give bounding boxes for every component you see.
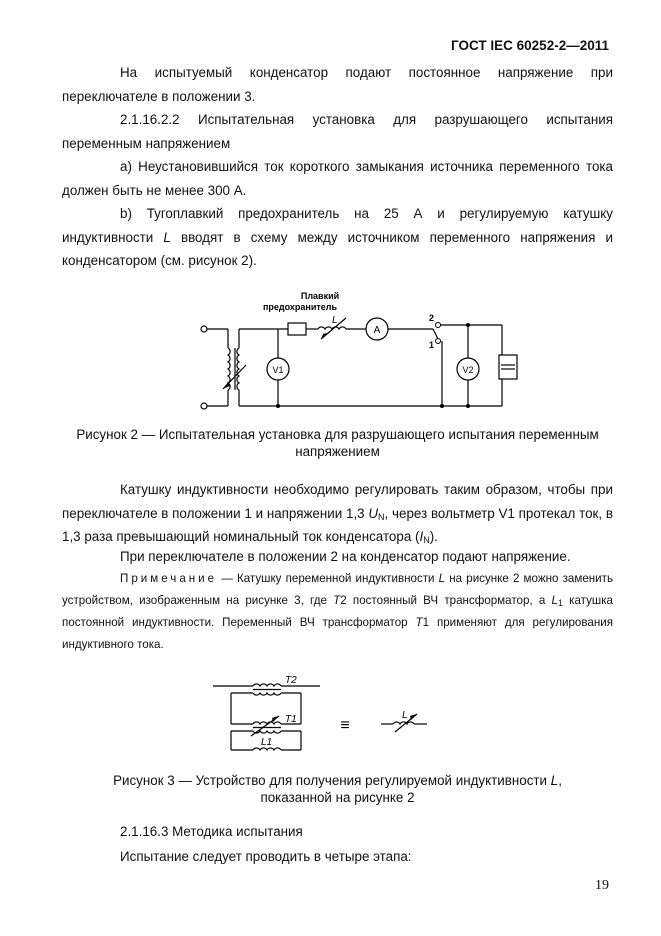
figure-2-caption-line1: Рисунок 2 — Испытательная установка для разрушающего испытания переменным bbox=[76, 427, 599, 442]
equivalent-symbol: ≡ bbox=[340, 717, 350, 734]
figure-3-inductance-device bbox=[205, 672, 455, 757]
figure-2-caption-line2: напряжением bbox=[295, 444, 380, 459]
page-number: 19 bbox=[595, 878, 609, 893]
paragraph-item-b: b) Тугоплавкий предохранитель на 25 А и регулируемую катушку индуктивности L вводят в схему между источником переменного напряжения и конденсатором (см. рисунок 2). bbox=[62, 206, 613, 268]
voltmeter1-label: V1 bbox=[272, 365, 284, 375]
voltmeter2-label: V2 bbox=[462, 365, 474, 375]
document-header: ГОСТ IEC 60252-2—2011 bbox=[451, 38, 609, 53]
inductor-label: L bbox=[332, 315, 338, 326]
t2-label: T2 bbox=[285, 675, 297, 686]
fuse-label-line1: Плавкий bbox=[300, 291, 340, 301]
t1-label: T1 bbox=[285, 714, 297, 725]
switch-position-2: 2 bbox=[429, 313, 435, 323]
fuse-label-line2: предохранитель bbox=[262, 302, 338, 312]
paragraph-dc-voltage: На испытуемый конденсатор подают постоянное напряжение при переключателе в положении 3. bbox=[62, 65, 613, 104]
paragraph-position-2: При переключателе в положении 2 на конденсатор подают напряжение. bbox=[120, 549, 571, 564]
note-paragraph: Примечание — Катушку переменной индуктивности L на рисунке 2 можно заменить устройством, изображенным на рисунке 3, где T2 постоянный ВЧ трансформатор, а $L_1$ катушка постоянной индуктивности. Переменный ВЧ трансформатор T1 применяют для регулирования индуктивного тока. bbox=[62, 572, 613, 651]
l1-label: L1 bbox=[261, 737, 273, 748]
l-label: L bbox=[402, 710, 408, 721]
figure-3-caption-line1: Рисунок 3 — Устройство для получения регулируемой индуктивности L, bbox=[113, 773, 562, 788]
ammeter-label: A bbox=[373, 325, 381, 336]
figure-3-caption-line2: показанной на рисунке 2 bbox=[260, 790, 415, 805]
paragraph-inductor-adjustment: Катушку индуктивности необходимо регулировать таким образом, чтобы при переключателе в положении 1 и напряжении 1,3 $U_N$, через вольтметр V1 протекал ток, в 1,3 раза превышающий номинальный ток конденсатора $(I_N)$. bbox=[62, 482, 613, 545]
section-2-1-16-3-heading: 2.1.16.3 Методика испытания bbox=[120, 824, 303, 839]
figure-3-caption bbox=[62, 772, 613, 806]
figure-2-circuit-diagram bbox=[190, 285, 530, 415]
switch-position-1: 1 bbox=[429, 340, 435, 350]
section-2-1-16-2-2-heading: 2.1.16.2.2 Испытательная установка для разрушающего испытания переменным напряжением bbox=[62, 112, 613, 151]
paragraph-item-a: a) Неустановившийся ток короткого замыкания источника переменного тока должен быть не менее 300 А. bbox=[62, 159, 613, 198]
paragraph-four-stages: Испытание следует проводить в четыре этапа: bbox=[120, 849, 412, 864]
figure-2-caption bbox=[62, 426, 613, 460]
